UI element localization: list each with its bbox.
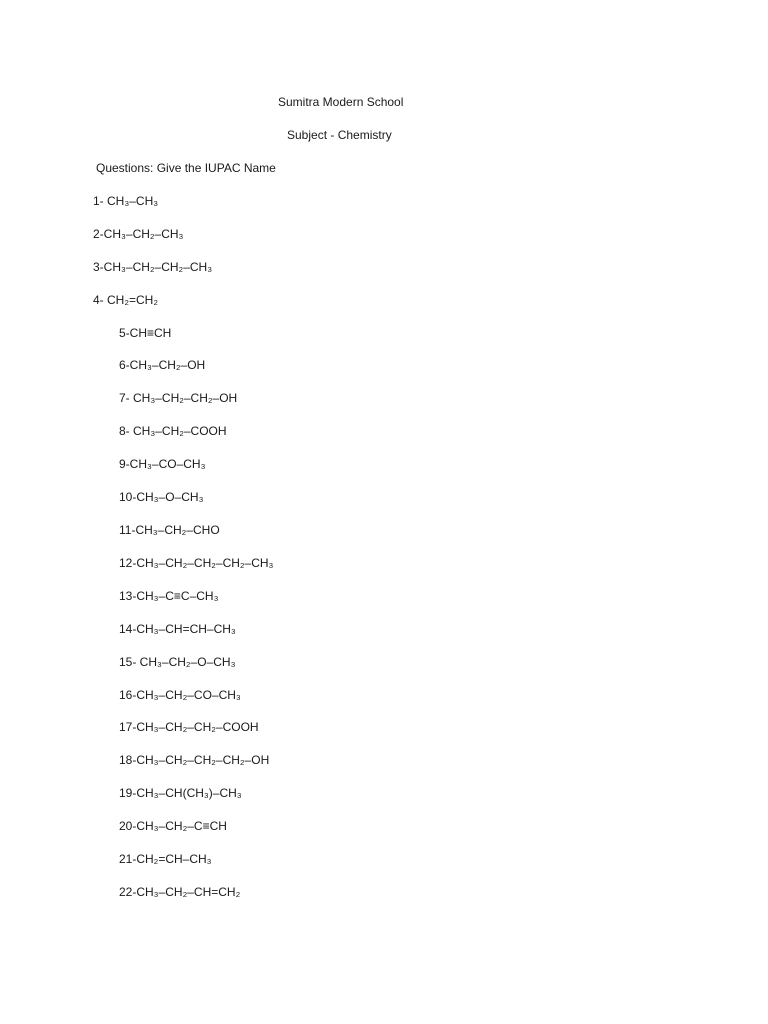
question-8: 8- CH₃–CH₂–COOH [119,424,227,438]
question-10: 10-CH₃–O–CH₃ [119,490,204,504]
question-22: 22-CH₃–CH₂–CH=CH₂ [119,885,241,899]
question-4: 4- CH₂=CH₂ [93,293,158,307]
question-18: 18-CH₃–CH₂–CH₂–CH₂–OH [119,753,270,767]
instructions: Questions: Give the IUPAC Name [96,161,276,175]
question-7: 7- CH₃–CH₂–CH₂–OH [119,391,238,405]
question-14: 14-CH₃–CH=CH–CH₃ [119,622,236,636]
question-6: 6-CH₃–CH₂–OH [119,358,206,372]
question-11: 11-CH₃–CH₂–CHO [119,523,220,537]
question-17: 17-CH₃–CH₂–CH₂–COOH [119,720,259,734]
question-12: 12-CH₃–CH₂–CH₂–CH₂–CH₃ [119,556,274,570]
subject-heading: Subject - Chemistry [287,128,392,142]
question-16: 16-CH₃–CH₂–CO–CH₃ [119,688,241,702]
school-title: Sumitra Modern School [278,95,404,109]
question-15: 15- CH₃–CH₂–O–CH₃ [119,655,236,669]
question-21: 21-CH₂=CH–CH₃ [119,852,212,866]
question-2: 2-CH₃–CH₂–CH₃ [93,227,184,241]
question-3: 3-CH₃–CH₂–CH₂–CH₃ [93,260,213,274]
question-19: 19-CH₃–CH(CH₃)–CH₃ [119,786,242,800]
question-5: 5-CH≡CH [119,326,172,340]
question-9: 9-CH₃–CO–CH₃ [119,457,206,471]
question-13: 13-CH₃–C≡C–CH₃ [119,589,219,603]
question-1: 1- CH₃–CH₃ [93,194,159,208]
question-20: 20-CH₃–CH₂–C≡CH [119,819,227,833]
